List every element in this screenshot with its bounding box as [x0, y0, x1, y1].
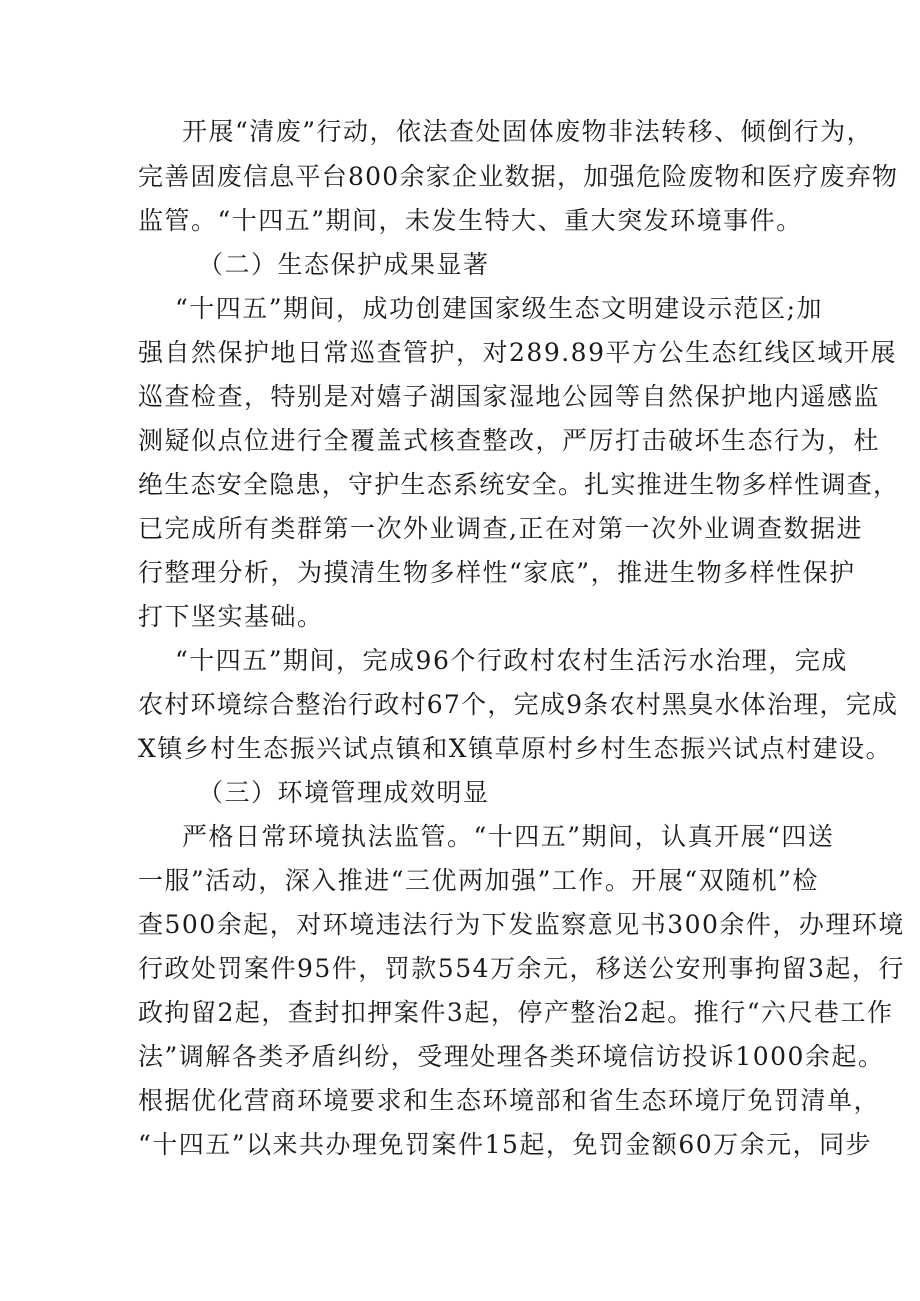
paragraph-3-line-1: “十四五”期间，完成96个行政村农村生活污水治理，完成: [175, 646, 848, 675]
paragraph-4-line-6: 法”调解各类矛盾纠纷，受理处理各类环境信访投诉1000余起。: [138, 1042, 885, 1071]
paragraph-1-line-1: 开展“清废”行动，依法查处固体废物非法转移、倾倒行为，: [182, 117, 874, 146]
paragraph-3-line-2: 农村环境综合整治行政村67个，完成9条农村黑臭水体治理，完成: [138, 690, 899, 719]
paragraph-2-line-5: 绝生态安全隐患，守护生态系统安全。扎实推进生物多样性调查，: [138, 470, 900, 499]
paragraph-4-line-3: 查500余起，对环境违法行为下发监察意见书300余件，办理环境: [138, 910, 905, 939]
paragraph-2-line-7: 行整理分析，为摸清生物多样性“家底”，推进生物多样性保护: [138, 558, 856, 587]
paragraph-2-line-2: 强自然保护地日常巡查管护，对289.89平方公生态红线区域开展: [138, 338, 897, 367]
paragraph-2-line-8: 打下坚实基础。: [138, 602, 324, 631]
paragraph-2-line-3: 巡查检查，特别是对嬉子湖国家湿地公园等自然保护地内遥感监: [138, 382, 881, 411]
paragraph-4-line-4: 行政处罚案件95件，罚款554万余元，移送公安刑事拘留3起，行: [138, 954, 905, 983]
paragraph-2-line-6: 已完成所有类群第一次外业调查,正在对第一次外业调查数据进: [138, 514, 863, 543]
paragraph-4-line-1: 严格日常环境执法监管。“十四五”期间，认真开展“四送: [182, 822, 835, 851]
section-heading-2: （二）生态保护成果显著: [198, 250, 490, 279]
paragraph-4-line-5: 政拘留2起，查封扣押案件3起，停产整治2起。推行“六尺巷工作: [138, 998, 894, 1027]
paragraph-4-line-8: “十四五”以来共办理免罚案件15起，免罚金额60万余元，同步: [138, 1130, 873, 1159]
paragraph-4-line-2: 一服”活动，深入推进“三优两加强”工作。开展“双随机”检: [138, 866, 819, 895]
paragraph-2-line-4: 测疑似点位进行全覆盖式核查整改，严厉打击破坏生态行为，杜: [138, 426, 881, 455]
paragraph-2-line-1: “十四五”期间，成功创建国家级生态文明建设示范区;加: [175, 294, 823, 323]
paragraph-1-line-2: 完善固废信息平台800余家企业数据，加强危险废物和医疗废弃物: [138, 162, 899, 191]
paragraph-1-line-3: 监管。“十四五”期间，未发生特大、重大突发环境事件。: [138, 206, 803, 235]
paragraph-3-line-3: X镇乡村生态振兴试点镇和X镇草原村乡村生态振兴试点村建设。: [138, 734, 893, 763]
paragraph-4-line-7: 根据优化营商环境要求和生态环境部和省生态环境厅免罚清单，: [138, 1086, 881, 1115]
section-heading-3: （三）环境管理成效明显: [198, 778, 490, 807]
